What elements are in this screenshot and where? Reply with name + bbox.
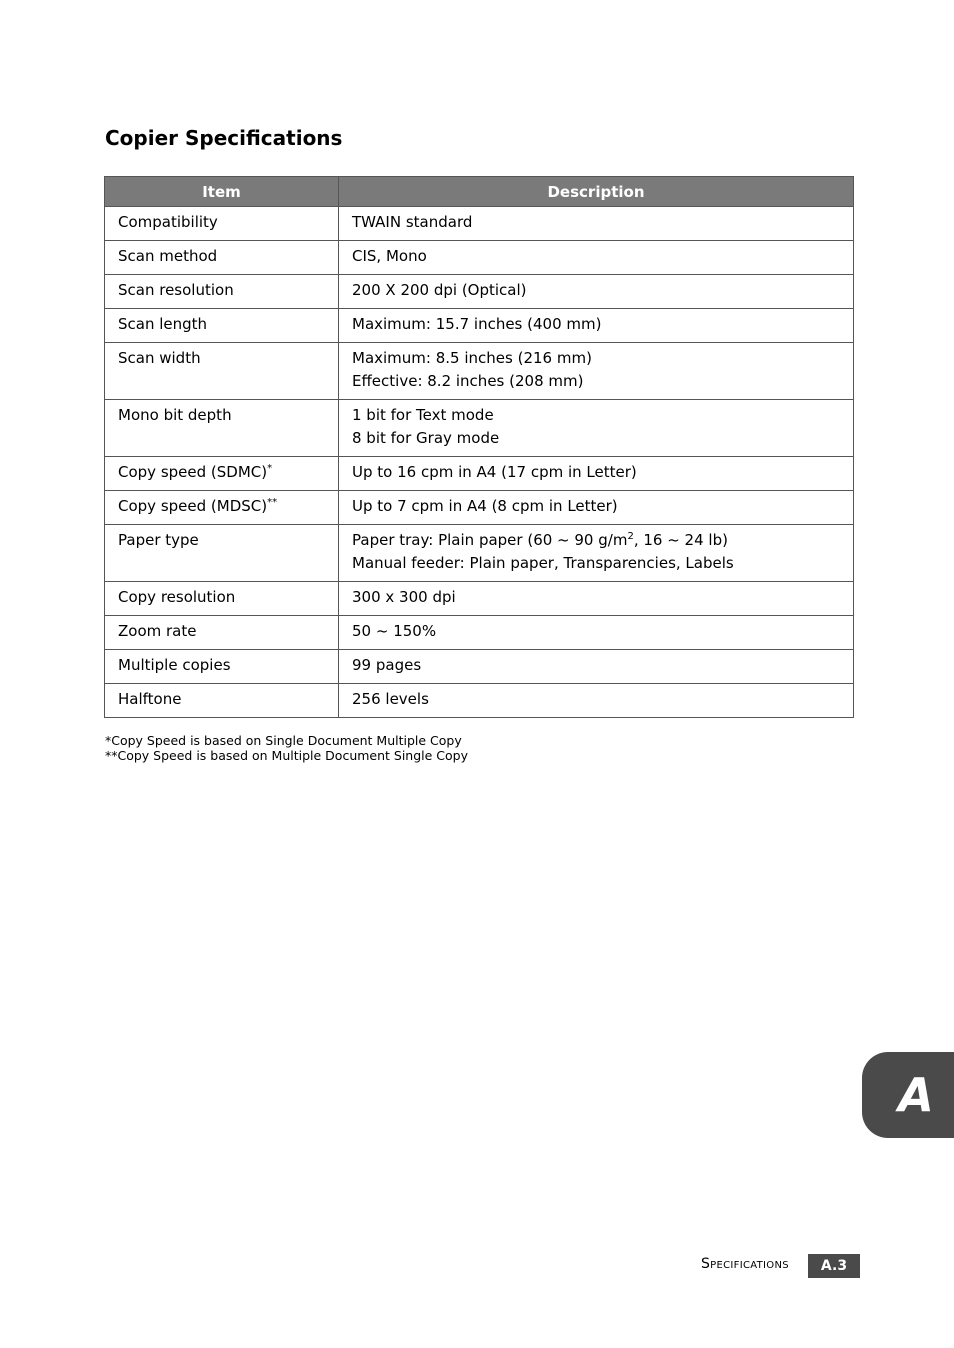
row-item-cell	[105, 241, 339, 275]
row-item-label: Compatibility	[118, 213, 218, 231]
table-row	[105, 582, 854, 616]
row-item-label: Scan resolution	[118, 281, 234, 299]
appendix-tab	[862, 1052, 954, 1138]
table-row	[105, 241, 854, 275]
row-item-label: Copy speed (SDMC)	[118, 463, 268, 481]
description-line: Up to 7 cpm in A4 (8 cpm in Letter)	[352, 497, 618, 515]
footer-section-name: Specifications	[701, 1256, 789, 1272]
row-item-label: Zoom rate	[118, 622, 197, 640]
row-item-label: Copy speed (MDSC)	[118, 497, 268, 515]
row-description-cell	[339, 491, 854, 525]
table-row	[105, 684, 854, 718]
row-item-label: Mono bit depth	[118, 406, 232, 424]
header-description: Description	[339, 177, 854, 207]
description-line: CIS, Mono	[352, 247, 427, 265]
appendix-letter: A	[898, 1068, 934, 1122]
row-item-label: Copy resolution	[118, 588, 236, 606]
description-line: 200 X 200 dpi (Optical)	[352, 281, 527, 299]
row-item-label: Scan length	[118, 315, 208, 333]
header-item: Item	[105, 177, 339, 207]
row-item-cell	[105, 207, 339, 241]
description-line: 256 levels	[352, 690, 429, 708]
table-row	[105, 275, 854, 309]
page-title: Copier Specifications	[105, 126, 343, 150]
row-description-cell	[339, 207, 854, 241]
row-description-cell	[339, 650, 854, 684]
row-description-cell	[339, 582, 854, 616]
table-row	[105, 491, 854, 525]
description-line: 1 bit for Text mode	[352, 406, 494, 424]
row-item-label: Multiple copies	[118, 656, 231, 674]
footer-page-number: A.3	[808, 1254, 860, 1278]
row-item-cell	[105, 457, 339, 491]
row-description-cell	[339, 241, 854, 275]
description-line: 50 ~ 150%	[352, 622, 437, 640]
table-body	[105, 207, 854, 718]
row-description-cell	[339, 400, 854, 457]
description-line: Maximum: 15.7 inches (400 mm)	[352, 315, 602, 333]
specs-table	[104, 176, 854, 718]
table-row	[105, 650, 854, 684]
row-item-cell	[105, 684, 339, 718]
table-row	[105, 616, 854, 650]
row-description-cell	[339, 309, 854, 343]
row-item-cell	[105, 343, 339, 400]
row-item-label: Paper type	[118, 531, 199, 549]
row-item-cell	[105, 616, 339, 650]
description-line: Maximum: 8.5 inches (216 mm)	[352, 349, 592, 367]
row-item-cell	[105, 650, 339, 684]
row-item-cell	[105, 491, 339, 525]
table-row	[105, 457, 854, 491]
table-row	[105, 400, 854, 457]
footnote: *Copy Speed is based on Single Document Multiple Copy	[105, 733, 462, 748]
table-row	[105, 343, 854, 400]
description-line: TWAIN standard	[352, 213, 473, 231]
row-item-label: Halftone	[118, 690, 182, 708]
description-line: 99 pages	[352, 656, 422, 674]
row-item-cell	[105, 525, 339, 582]
description-line: Effective: 8.2 inches (208 mm)	[352, 372, 584, 390]
row-item-cell	[105, 309, 339, 343]
description-line: Up to 16 cpm in A4 (17 cpm in Letter)	[352, 463, 637, 481]
row-description-cell	[339, 616, 854, 650]
description-line: 8 bit for Gray mode	[352, 429, 500, 447]
row-description-cell	[339, 525, 854, 582]
row-description-cell	[339, 343, 854, 400]
row-description-cell	[339, 275, 854, 309]
table-header-row	[105, 177, 854, 207]
description-line: Paper tray: Plain paper (60 ~ 90 $g/m^2$, 16 ~ 24 lb)	[352, 531, 728, 549]
row-item-label: Scan method	[118, 247, 218, 265]
table-row	[105, 525, 854, 582]
row-item-cell	[105, 275, 339, 309]
row-description-cell	[339, 457, 854, 491]
footnote: **Copy Speed is based on Multiple Document Single Copy	[105, 748, 469, 763]
footnotes	[105, 733, 468, 763]
description-line: Manual feeder: Plain paper, Transparencies, Labels	[352, 554, 734, 572]
row-description-cell	[339, 684, 854, 718]
footnote-marker: *	[267, 463, 273, 474]
row-item-label: Scan width	[118, 349, 201, 367]
footnote-marker: **	[267, 497, 278, 508]
description-line: 300 x 300 dpi	[352, 588, 456, 606]
table-row	[105, 309, 854, 343]
row-item-cell	[105, 582, 339, 616]
table-row	[105, 207, 854, 241]
row-item-cell	[105, 400, 339, 457]
